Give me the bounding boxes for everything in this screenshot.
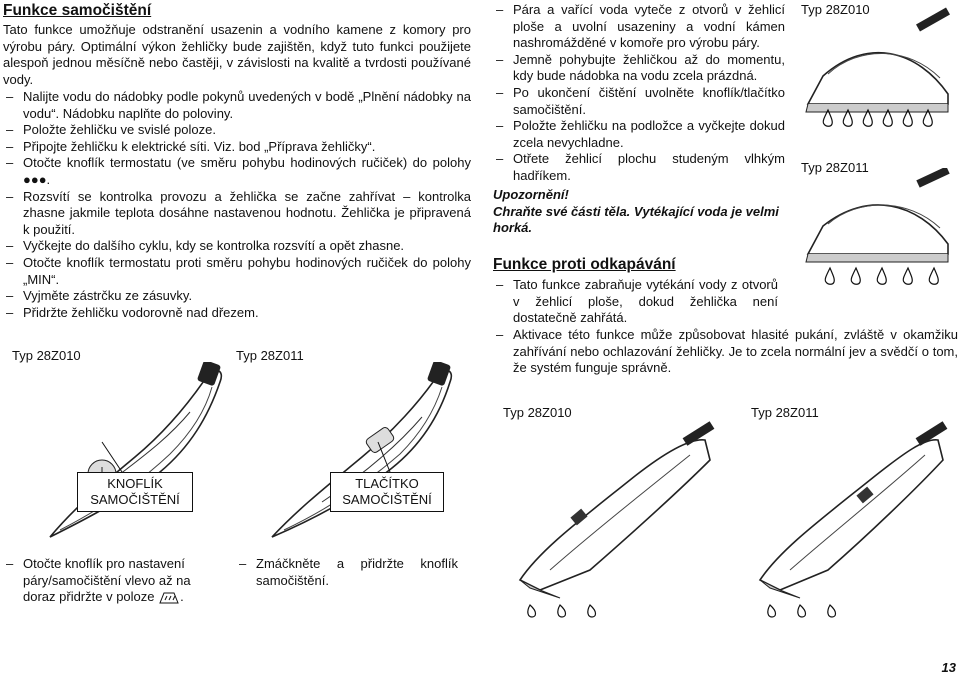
left-steps-list bbox=[3, 89, 471, 321]
warning-text: Chraňte své části těla. Vytékající voda je velmi horká. bbox=[493, 203, 779, 236]
iron-front-view-28z010-illustration bbox=[500, 420, 730, 620]
drip-drops-28z011 bbox=[818, 266, 948, 288]
drip-drops-28z010 bbox=[818, 108, 938, 138]
list-item: – Otočte knoflík termostatu (ve směru pohybu hodinových ručiček) do polohy ●●●. bbox=[3, 155, 471, 188]
iron-side-view-28z011-illustration bbox=[798, 168, 958, 268]
right-steps-list bbox=[493, 2, 785, 185]
list-item: – Aktivace této funkce může způsobovat hlasité pukání, zvláště v okamžiku zahřívání nebo ochlazování žehličky. Je to zcela normální jev a svědčí o tom, že systém funguje správně. bbox=[493, 327, 958, 377]
section-title-self-clean: Funkce samočištění bbox=[3, 2, 152, 19]
callout-self-clean-button: TLAČÍTKO SAMOČIŠTĚNÍ bbox=[330, 472, 444, 512]
list-item: – Přidržte žehličku vodorovně nad dřezem. bbox=[3, 305, 471, 322]
caption-28z011 bbox=[236, 556, 458, 589]
type-label-28z011: Typ 28Z011 bbox=[801, 160, 869, 175]
type-label-28z011: Typ 28Z011 bbox=[236, 348, 304, 363]
anti-drip-list-2 bbox=[493, 327, 958, 377]
type-label-28z010: Typ 28Z010 bbox=[801, 2, 870, 17]
list-item: – Vyčkejte do dalšího cyklu, kdy se kontrolka rozsvítí a opět zhasne. bbox=[3, 238, 471, 255]
list-item: – Jemně pohybujte žehličkou až do momentu, kdy bude nádobka na vodu zcela prázdná. bbox=[493, 52, 785, 85]
warning-title: Upozornění! bbox=[493, 187, 569, 202]
caption-end: . bbox=[180, 589, 184, 605]
list-item: – Vyjměte zástrčku ze zásuvky. bbox=[3, 288, 471, 305]
iron-sole-icon bbox=[158, 591, 180, 605]
anti-drip-list-1 bbox=[493, 277, 778, 327]
iron-front-view-28z011-illustration bbox=[740, 420, 958, 620]
list-item: – Otočte knoflík termostatu proti směru pohybu hodinových ručiček do polohy „MIN“. bbox=[3, 255, 471, 288]
list-item: – Pára a vařící voda vyteče z otvorů v žehlicí ploše a uvolní usazeniny a vodní kámen nashromážděné v komoře pro výrobu páry. bbox=[493, 2, 785, 52]
type-label-28z011-bottom: Typ 28Z011 bbox=[751, 405, 819, 420]
callout-self-clean-knob: KNOFLÍK SAMOČIŠTĚNÍ bbox=[77, 472, 193, 512]
list-item: – Připojte žehličku k elektrické síti. Viz. bod „Příprava žehličky“. bbox=[3, 139, 471, 156]
callout-leader-lines bbox=[60, 440, 460, 480]
intro-paragraph: Tato funkce umožňuje odstranění usazenin a vodního kamene z komory pro výrobu páry. Optimální výkon žehličky bude zajištěn, když tuto funkci použijete alespoň jednou měsíčně nebo častěji, v závislosti na kvalitě a tvrdosti používané vody. bbox=[3, 22, 471, 87]
list-item: – Položte žehličku na podložce a vyčkejte dokud zcela nevychladne. bbox=[493, 118, 785, 151]
caption-28z010 bbox=[3, 556, 208, 606]
iron-side-view-28z010-illustration bbox=[798, 6, 958, 118]
list-item: – Položte žehličku ve svislé poloze. bbox=[3, 122, 471, 139]
section-title-anti-drip: Funkce proti odkapávání bbox=[493, 256, 676, 273]
page-number: 13 bbox=[941, 660, 956, 675]
type-label-28z010: Typ 28Z010 bbox=[12, 348, 81, 363]
list-item: – Nalijte vodu do nádobky podle pokynů uvedených v bodě „Plnění nádobky na vodu“. Nádobku naplňte do poloviny. bbox=[3, 89, 471, 122]
list-item: – Otřete žehlicí plochu studeným vlhkým hadříkem. bbox=[493, 151, 785, 184]
list-item: – Tato funkce zabraňuje vytékání vody z otvorů v žehlicí ploše, dokud žehlička není dostatečně zahřátá. bbox=[493, 277, 778, 327]
caption-text: Otočte knoflík pro nastavení páry/samočištění vlevo až na doraz přidržte v poloze bbox=[23, 556, 191, 605]
list-item: – Po ukončení čištění uvolněte knoflík/tlačítko samočištění. bbox=[493, 85, 785, 118]
warning-block bbox=[493, 187, 793, 237]
list-item bbox=[3, 556, 208, 606]
list-item: – Zmáčkněte a přidržte knoflík samočištění. bbox=[236, 556, 458, 589]
list-item: – Rozsvítí se kontrolka provozu a žehlička se začne zahřívat – kontrolka zhasne jakmile teplota dosáhne nastavenou hodnotu. Žehlička je připravená k použití. bbox=[3, 189, 471, 239]
type-label-28z010-bottom: Typ 28Z010 bbox=[503, 405, 572, 420]
